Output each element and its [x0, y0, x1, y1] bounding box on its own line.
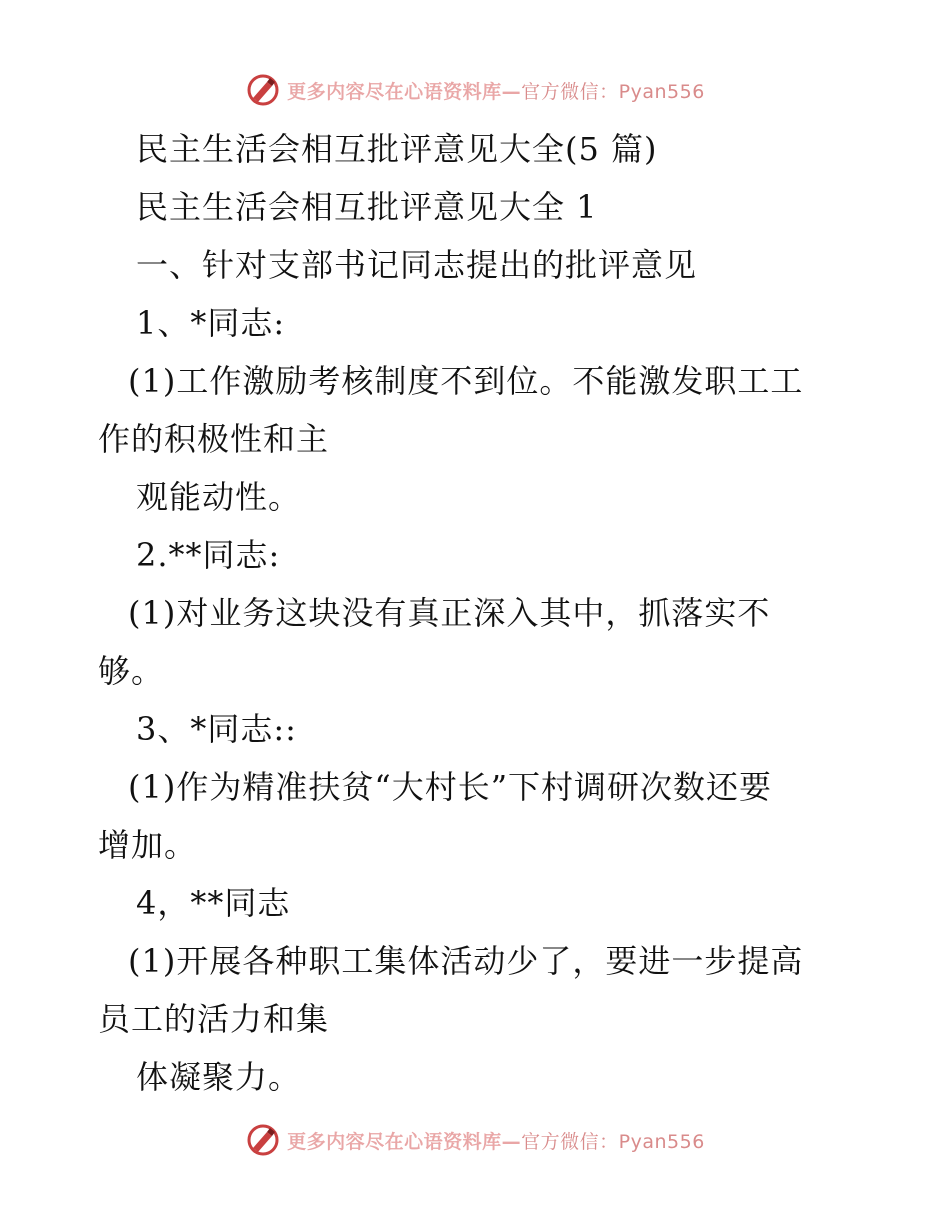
banner-text: 更多内容尽在心语资料库—官方微信：Pyan556: [287, 80, 705, 103]
header-banner: [0, 70, 950, 110]
red-pen-circle-logo-icon: [245, 1122, 281, 1158]
comment-text-continued: 观能动性。: [136, 478, 302, 516]
comment-text-continued: 作的积极性和主: [98, 420, 330, 458]
banner-text: 更多内容尽在心语资料库—官方微信：Pyan556: [287, 1130, 705, 1153]
doc-title: 民主生活会相互批评意见大全(5 篇): [136, 130, 658, 168]
footer-banner: [0, 1120, 950, 1160]
comment-text: (1)作为精准扶贫“大村长”下村调研次数还要: [128, 768, 773, 806]
comment-item-heading: 4，**同志: [136, 884, 291, 922]
comment-item-heading: 1、*同志:: [136, 304, 286, 342]
subsection-heading: 一、针对支部书记同志提出的批评意见: [136, 246, 698, 284]
document-body: [98, 120, 838, 1106]
comment-text: (1)对业务这块没有真正深入其中，抓落实不: [128, 594, 771, 632]
comment-text-continued: 增加。: [98, 826, 198, 864]
section-heading: 民主生活会相互批评意见大全 1: [136, 188, 598, 226]
comment-text-continued: 体凝聚力。: [136, 1058, 302, 1096]
red-pen-circle-logo-icon: [245, 72, 281, 108]
comment-item-heading: 2.**同志:: [136, 536, 281, 574]
comment-text: (1)工作激励考核制度不到位。不能激发职工工: [128, 362, 804, 400]
comment-text-continued: 够。: [98, 652, 165, 690]
comment-text-continued: 员工的活力和集: [98, 1000, 330, 1038]
comment-item-heading: 3、*同志::: [136, 710, 297, 748]
comment-text: (1)开展各种职工集体活动少了，要进一步提高: [128, 942, 804, 980]
